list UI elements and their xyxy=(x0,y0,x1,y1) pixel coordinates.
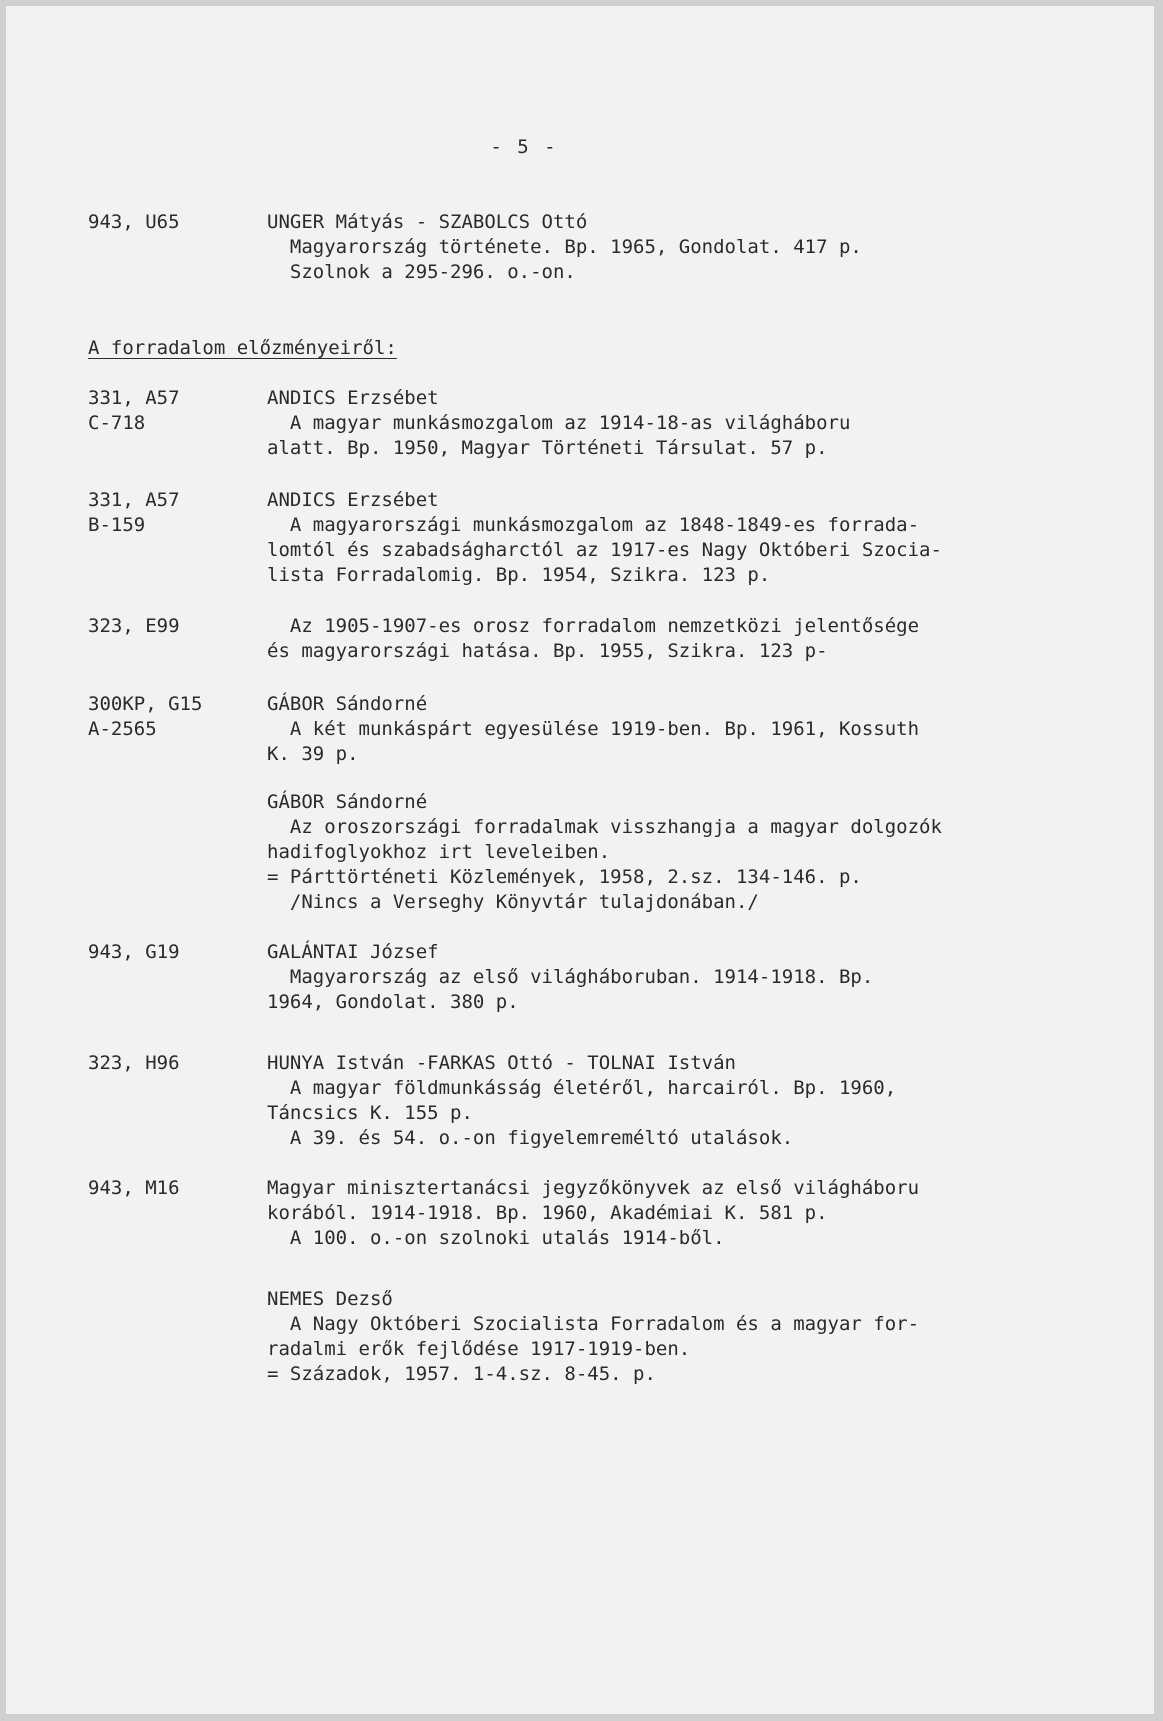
entry-line: hadifoglyokhoz irt leveleiben. xyxy=(267,841,611,863)
entry-line: /Nincs a Verseghy Könyvtár tulajdonában./ xyxy=(267,891,759,913)
call-number: 331, A57 xyxy=(88,489,180,511)
entry-line: lomtól és szabadságharctól az 1917-es Nagy Októberi Szocia- xyxy=(267,539,942,561)
entry-line: lista Forradalomig. Bp. 1954, Szikra. 123 p. xyxy=(267,564,771,586)
call-number: 300KP, G15 xyxy=(88,693,203,715)
call-number: 943, G19 xyxy=(88,941,180,963)
entry-line: = Századok, 1957. 1-4.sz. 8-45. p. xyxy=(267,1363,656,1385)
entry-line: és magyarországi hatása. Bp. 1955, Szikra. 123 p- xyxy=(267,640,828,662)
entry-line: = Párttörténeti Közlemények, 1958, 2.sz. 134-146. p. xyxy=(267,866,862,888)
entry-line: HUNYA István -FARKAS Ottó - TOLNAI István xyxy=(267,1052,736,1074)
call-number: 331, A57 xyxy=(88,387,180,409)
entry-line: A 100. o.-on szolnoki utalás 1914-ből. xyxy=(267,1227,725,1249)
entry-line: GALÁNTAI József xyxy=(267,941,439,963)
entry-line: Az oroszországi forradalmak visszhangja a magyar dolgozók xyxy=(267,816,942,838)
entry-line: Szolnok a 295-296. o.-on. xyxy=(267,261,576,283)
call-number: B-159 xyxy=(88,514,146,536)
entry-line: A magyar munkásmozgalom az 1914-18-as világháboru xyxy=(267,412,851,434)
page-number: - 5 - xyxy=(490,136,558,158)
entry-line: A magyarországi munkásmozgalom az 1848-1849-es forrada- xyxy=(267,514,920,536)
entry-line: alatt. Bp. 1950, Magyar Történeti Társulat. 57 p. xyxy=(267,437,828,459)
entry-line: korából. 1914-1918. Bp. 1960, Akadémiai K. 581 p. xyxy=(267,1202,828,1224)
section-heading: A forradalom előzményeiről: xyxy=(88,337,397,359)
call-number: C-718 xyxy=(88,412,146,434)
call-number: A-2565 xyxy=(88,718,157,740)
entry-line: GÁBOR Sándorné xyxy=(267,791,428,813)
entry-line: ANDICS Erzsébet xyxy=(267,489,439,511)
call-number: 323, E99 xyxy=(88,615,180,637)
entry-line: Táncsics K. 155 p. xyxy=(267,1102,473,1124)
entry-line: Magyar minisztertanácsi jegyzőkönyvek az első világháboru xyxy=(267,1177,920,1199)
entry-line: 1964, Gondolat. 380 p. xyxy=(267,991,519,1013)
entry-line: A 39. és 54. o.-on figyelemreméltó utalások. xyxy=(267,1127,794,1149)
entry-line: UNGER Mátyás - SZABOLCS Ottó xyxy=(267,211,588,233)
call-number: 943, M16 xyxy=(88,1177,180,1199)
entry-line: NEMES Dezső xyxy=(267,1288,393,1310)
entry-line: K. 39 p. xyxy=(267,743,359,765)
entry-line: GÁBOR Sándorné xyxy=(267,693,428,715)
entry-line: Az 1905-1907-es orosz forradalom nemzetközi jelentősége xyxy=(267,615,920,637)
document-page xyxy=(6,6,1154,1714)
entry-line: Magyarország az első világháboruban. 1914-1918. Bp. xyxy=(267,966,874,988)
call-number: 943, U65 xyxy=(88,211,180,233)
entry-line: A két munkáspárt egyesülése 1919-ben. Bp. 1961, Kossuth xyxy=(267,718,920,740)
entry-line: radalmi erők fejlődése 1917-1919-ben. xyxy=(267,1338,691,1360)
entry-line: A magyar földmunkásság életéről, harcairól. Bp. 1960, xyxy=(267,1077,897,1099)
entry-line: Magyarország története. Bp. 1965, Gondolat. 417 p. xyxy=(267,236,862,258)
entry-line: A Nagy Októberi Szocialista Forradalom és a magyar for- xyxy=(267,1313,920,1335)
entry-line: ANDICS Erzsébet xyxy=(267,387,439,409)
call-number: 323, H96 xyxy=(88,1052,180,1074)
